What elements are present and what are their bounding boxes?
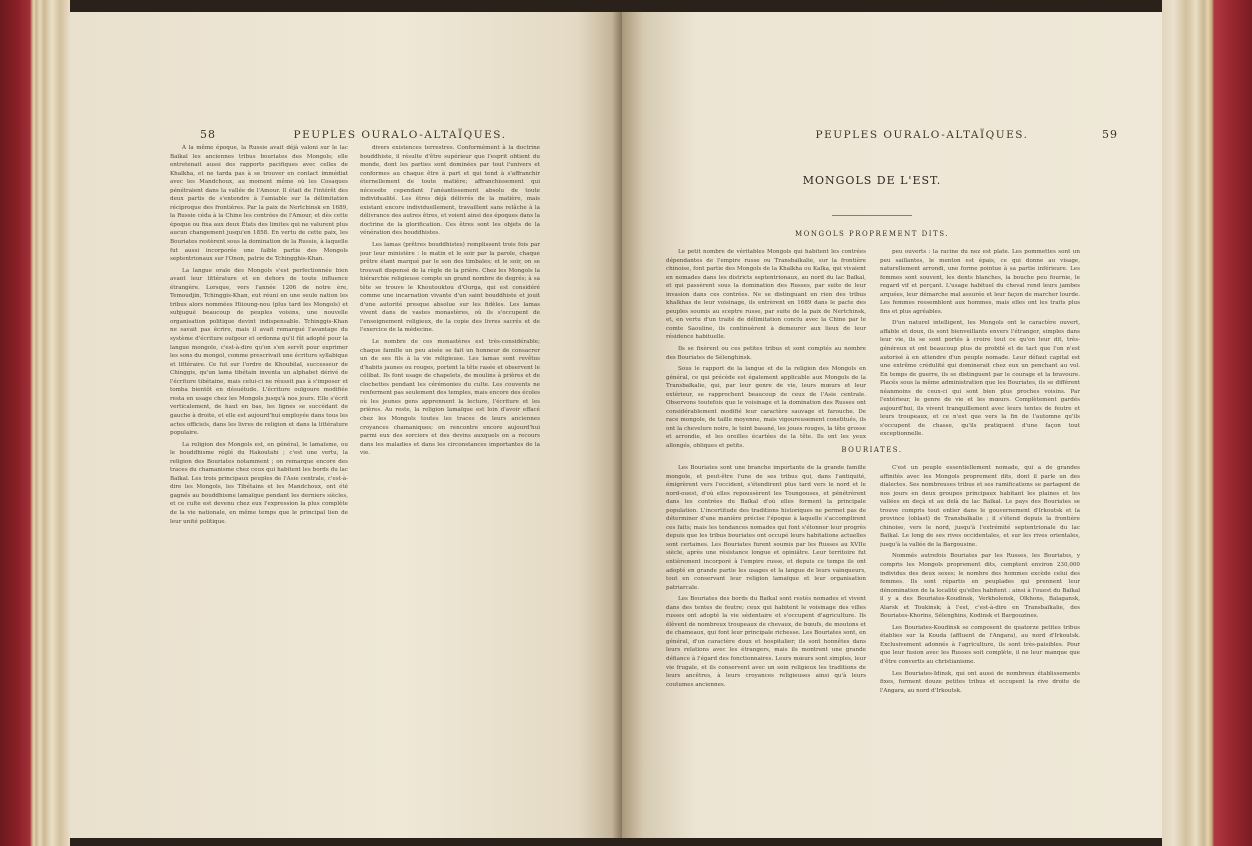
chapter-title: MONGOLS DE L'EST. — [802, 174, 942, 187]
section-title: MONGOLS PROPREMENT DITS. — [795, 230, 949, 238]
section-title: BOURIATES. — [841, 446, 903, 454]
right-column-1-bottom — [666, 464, 866, 844]
paragraph: peu ouverts : la racine du nez est plate. Les pommettes sont un peu saillantes, le menton est épais, ce qui donne au visage, naturellement arrondi, une forme pointue à sa partie inférieure. Les femmes sont souvent, les dents blanches, la bouche peu fournie, le regard vif et perçant. L'usage habituel du cheval rend leurs jambes arquées, leur démarche mal assurée et leur façon de marcher lourde. Les femmes ressemblent aux hommes, mais elles ont les traits plus fins et plus agréables. — [880, 249, 1080, 315]
book-right-edge — [1162, 0, 1252, 846]
paragraph: Le petit nombre de véritables Mongols qui habitent les contrées dépendantes de l'empire russe ou Transbaïkalie, sur la frontière chinoise, font partie des Mongols de la Khalkha ou Kalka, qui vivaient en nomades dans les districts septentrionaux, au nord du lac Baïkal, et qui passèrent sous la domination des Russes, par suite de leur invasion dans ces contrées. Ne se distinguant en rien des tribus khalkhas de leur voisinage, ils entrèrent en 1689 dans le pacte des peuples soumis au sceptre russe, par suite de la paix de Nertchinsk, et, en vertu d'un traité de délimitation conclu avec la Chine par le comte Saouline, ils continuèrent à demeurer aux lieux de leur résidence habituelle. — [666, 249, 866, 341]
paragraph: Les lamas (prêtres bouddhistes) remplissent trois fois par jour leur ministère : le matin et le soir par la parole, chaque prêtre étant marqué par le son des timbales; et le soir, on se trouvait dispensé de la règle de la prière. Chez les Mongols la hiérarchie religieuse compte un grand nombre de degrés; à sa tête se trouve le Khoutouktou d'Ourga, qui est considéré comme une incarnation vivante d'un saint bouddhiste et jouit d'une autorité presque absolue sur les fidèles. Les lamas vivent dans de vastes monastères, où ils s'occupent de l'enseignement religieux, de la copie des livres sacrés et de l'exercice de la médecine. — [360, 242, 540, 334]
left-column-2 — [360, 144, 540, 844]
paragraph: D'un naturel intelligent, les Mongols ont le caractère ouvert, affable et doux, ils sont bienveillants envers l'étranger, simples dans leur vie, ils se sont portés à croire tout ce qu'on leur dit, très-généreux et ont beaucoup plus de probité et de tact que l'on n'est autorisé à en attendre d'un peuple nomade. Leur défaut capital est une extrême crédulité qui dominerait chez eux un penchant au vol. En temps de guerre, ils se distinguent par le courage et la bravoure. Placés sous la même administration que les Bouriates, ils se différent néanmoins de ceux-ci qui sont bien plus proches voisins. Par l'extérieur, le genre de vie et les mœurs. Complètement gardés aujourd'hui, ils vivent tranquillement avec leurs tentes de feutre et leurs troupeaux, et ce n'est que vers la fin de l'automne qu'ils s'occupent de chasse, qu'ils pratiquent d'une façon tout exceptionnelle. — [880, 320, 1080, 438]
left-column-1 — [170, 144, 348, 844]
paragraph: Ils se fixèrent ou ces petites tribus et sont comptés au nombre des Bouriates de Sélenghinsk. — [666, 346, 866, 361]
page-number: 58 — [200, 128, 216, 141]
page-number: 59 — [1102, 128, 1118, 141]
book-left-edge — [0, 0, 70, 846]
divider — [832, 215, 912, 216]
paragraph: Les Bouriates-Idinsk, qui ont aussi de nombreux établissements fixes, forment douze petites tribus et occupent la rive droite de l'Angara, au nord d'Irkoutsk. — [880, 670, 1080, 694]
paragraph: Les Bouriates sont une branche importante de la grande famille mongole, et peut-être l'une de ses tribus qui, dans l'antiquité, émigrèrent vers l'occident, s'étendirent plus tard vers le nord et le nord-ouest, d'où elles repoussèrent les Toungouses, et pénétrèrent dans les contrées du Baïkal d'où elles forment la principale population. L'incertitude des traditions historiques ne permet pas de déterminer d'une manière précise l'époque à laquelle s'accomplirent ces faits; mais les tendances nomades qui font s'étonner leur progrès depuis que les tribus bouriates ont occupé leurs habitations actuelles sont certaines. Les Bouriates furent soumis par les Russes au XVIIe siècle, après une résistance longue et opiniâtre. Leur territoire fut entièrement incorporé à l'empire russe, et depuis ce temps ils ont adopté en grande partie les usages et la langue de leurs vainqueurs, tout en conservant leur religion lamaïque et leur organisation patriarcale. — [666, 465, 866, 591]
left-page — [70, 12, 622, 838]
paragraph: Les Bouriates des bords du Baïkal sont restés nomades et vivent dans des tentes de feutre; ceux qui habitent le voisinage des villes russes ont adopté la vie sédentaire et s'occupent d'agriculture. Ils élèvent de nombreux troupeaux de chevaux, de bœufs, de moutons et de chameaux, qui font leur principale richesse. Les Bouriates sont, en général, d'un caractère doux et hospitalier; ils sont honnêtes dans leurs relations avec les étrangers, mais ils montrent une grande défiance à l'égard des fonctionnaires. Leurs mœurs sont simples, leur vie frugale, et ils conservent avec un soin religieux les traditions de leurs ancêtres, à leurs croyances religieuses ainsi qu'à leurs coutumes anciennes. — [666, 596, 866, 688]
paragraph: Les Bouriates-Koudinsk se composent de quatorze petites tribus établies sur la Kouda (affluent de l'Angara), au nord d'Irkoutsk. Exclusivement adonnés à l'agriculture, ils sont très-paisibles. Pour que leur fusion avec les Russes soit complète, il ne leur manque que d'être convertis au christianisme. — [880, 624, 1080, 666]
running-head: PEUPLES OURALO-ALTAÏQUES. — [293, 129, 507, 141]
paragraph: À la même époque, la Russie avait déjà valoni sur le lac Baïkal les anciennes tribus bouriates des Mongols; elle entretenait aussi des rapports pacifiques avec celles de Khalkha, et ne tarda pas à se trouver en contact immédiat avec les Mandchoux, au moment même où les Cosaques pénétraient dans la vallée de l'Amour. Il était de l'intérêt des deux partis de s'entendre à l'amiable sur la délimitation réciproque des frontières. Par la paix de Nertchinsk en 1689, la Russie céda à la Chine les contrées de l'Amour, et dès cette époque ou fixa aux deux États des limites qui ne valurent plus aucun changement jusqu'en 1858. En vertu de cette paix, les Bouriates restèrent sous la domination de la Russie, à laquelle fut aussi incorporée une faible partie des Mongols septentrionaux sur l'Onon, patrie de Tchingghis-Khan. — [170, 145, 348, 263]
paragraph: C'est un peuple essentiellement nomade, qui a de grandes affinités avec les Mongols proprement dits, dont il parle un des dialectes. Ses nombreuses tribus et ses ramifications se partagent de nos jours en deux groupes principaux habitant les plaines et les vallées en deçà et au delà du lac Baïkal. Le pays des Bouriates se trouve compris tout entier dans le gouvernement d'Irkoutsk et la province (oblast) de Transbaïkalie ; il s'étend depuis la frontière chinoise, vers le nord, jusqu'à l'extrémité septentrionale du lac Baïkal. Le long de ses rives occidentales, et sur les rives orientales, jusqu'à la vallée de la Bargousine. — [880, 465, 1080, 548]
right-column-2-top — [880, 248, 1080, 458]
running-head: PEUPLES OURALO-ALTAÏQUES. — [815, 129, 1029, 141]
paragraph: divers existences terrestres. Conformément à la doctrine bouddhiste, il résulte d'être supérieur que l'esprit obtient du monde, dont les parties sont dominées par tout l'univers et conformes au chaque être à part et qui tend à s'affranchir éternellement de toute matière; affranchissement qui nécessite cependant l'anéantissement absolu de toute individualité. Les êtres déjà délivrés de la matière, mais existant encore individuellement, travaillent sans relâche à la délivrance des autres êtres, et voient ainsi des époques dans la doctrine de la glorification. Ces êtres sont les objets de la vénération des bouddhistes. — [360, 145, 540, 237]
right-column-2-bottom — [880, 464, 1080, 844]
paragraph: Nommés autrefois Bouriates par les Russes, les Bouriates, y compris les Mongols proprement dits, comptent environ 230,000 individus des deux sexes; le nombre des hommes excède celui des femmes. Ils sont répartis en peuplades qui prennent leur dénomination de la localité qu'elles habitent : ainsi à l'ouest du Baïkal il y a des Bouriates-Koudinsk, Verkholensk, Olkhons, Balagansk, Alarsk et Toukinsk; à l'est, c'est-à-dire en Transbaïkalie, des Bouriates-Khorins, Sélenghins, Kodinsk et Bargouzines. — [880, 553, 1080, 620]
right-column-1-top — [666, 248, 866, 458]
paragraph: Le nombre de ces monastères est très-considérable; chaque famille un peu aisée se fait un honneur de consacrer un de ses fils à la vie religieuse. Les lamas sont revêtus d'habits jaunes ou rouges, portent la tête rasée et observent le célibat. Ils font usage de chapelets, de moulins à prières et de clochettes pendant les cérémonies du culte. Les couvents ne renferment pas seulement des temples, mais encore des écoles où les jeunes gens apprennent la lecture, l'écriture et les prières. Au reste, la religion lamaïque est loin d'avoir effacé chez les Mongols toutes les traces de leurs anciennes croyances chamaniques; on rencontre encore aujourd'hui parmi eux des sorciers et des devins auxquels on a recours dans les maladies et dans les circonstances importantes de la vie. — [360, 339, 540, 457]
paragraph: La religion des Mongols est, en général, le lamaïsme, ou le bouddhisme réglé du Hakoutahi ; c'est une vertu, la religion des Bouriates notamment ; on remarque encore des traces du chamanisme chez ceux qui habitent les bords du lac Baïkal. Les trois principaux peuples de l'Asie centrale, c'est-à-dire les Mongols, les Tibétains et les Mandchoux, ont été gagnés au bouddhisme lamaïque pendant les derniers siècles, et ce culte est devenu chez eux l'expression la plus complète de la vie nationale, en même temps que le principal lien de leur unité politique. — [170, 441, 348, 525]
paragraph: La langue orale des Mongols s'est perfectionnée bien avant leur littérature et en dehors de toute influence étrangère. Lorsque, vers l'année 1206 de notre ère, Temoudjin, Tchinggis-Khan, eut réuni en une seule nation les tribus alors nommées Hiioung-nou (plus tard les Mongols) et subjugué beaucoup de peuples voisins, une nouvelle organisation politique devint indispensable. Tchinggis-Khan ne savait pas écrire, mais il avait remarqué l'avantage du système d'écriture ouïgour et ordonna qu'il fût adopté pour la langue mongole, c'est-à-dire qu'on s'en servît pour exprimer les sons du mongol, comme prescrivait une écriture syllabique et littéraire. Ce fut sur l'ordre de Khoubilaï, successeur de Chinggis, qu'un lama tibétain inventa un alphabet dérivé de l'écriture tibétaine, mais celui-ci ne réussit pas à s'imposer et tomba bientôt en désuétude. L'écriture ouïgoure modifiée resta en usage chez les Mongols jusqu'à nos jours. Elle s'écrit verticalement, de haut en bas, les lignes se succédant de gauche à droite, et elle est aujourd'hui employée dans tous les actes officiels, dans les livres de religion et dans la littérature populaire. — [170, 267, 348, 437]
paragraph: Sous le rapport de la langue et de la religion des Mongols en général, ce qui précède est également applicable aux Mongols de la Transbaïkalie, qui, par leur genre de vie, leurs mœurs et leur extérieur, se rapprochent beaucoup de ceux de l'Asie centrale. Observons toutefois que le voisinage et la domination des Russes ont considérablement modifié leur caractère sauvage et farouche. De race mongole, de taille moyenne, mais vigoureusement constitués, ils ont la chevelure noire, le teint basané, les joues rouges, la tête grosse et arrondie, et les oreilles écartées de la tête. Ils ont les yeux allongés, obliques et petits. — [666, 366, 866, 450]
right-page — [622, 12, 1162, 838]
